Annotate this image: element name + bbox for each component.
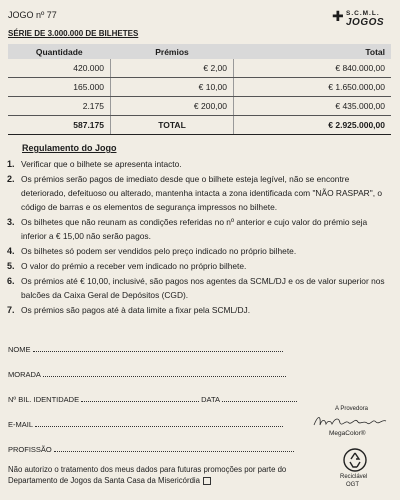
rule-number: 1.	[7, 159, 15, 169]
recycle-icon	[343, 448, 367, 472]
nome-input-line[interactable]	[33, 344, 283, 352]
rule-item	[7, 259, 392, 273]
recyclable-label: Reciclável	[340, 474, 368, 480]
cell-premio: € 10,00	[111, 78, 234, 97]
morada-field[interactable]	[8, 369, 286, 379]
cell-quantidade: 420.000	[8, 59, 111, 78]
scml-logo-icon: ✚	[332, 8, 344, 24]
cell-total: € 435.000,00	[234, 97, 392, 116]
rule-item	[7, 215, 392, 243]
cell-quantidade: 165.000	[8, 78, 111, 97]
morada-input-line[interactable]	[43, 369, 286, 377]
nome-field[interactable]	[8, 344, 283, 354]
table-row	[8, 59, 391, 78]
table-total-row	[8, 116, 391, 135]
col-header-premios: Prémios	[111, 44, 234, 59]
rule-text: O valor do prémio a receber vem indicado no próprio bilhete.	[21, 261, 247, 271]
table-row	[8, 97, 391, 116]
total-label: TOTAL	[111, 116, 234, 135]
consent-label: Não autorizo o tratamento dos meus dados para futuras promoções por parte do Departamento de Jogos da Santa Casa da Misericórdia	[8, 465, 287, 485]
rule-number: 7.	[7, 305, 15, 315]
rule-text: Verificar que o bilhete se apresenta intacto.	[21, 159, 182, 169]
rule-text: Os prémios são pagos até à data limite a fixar pela SCML/DJ.	[21, 305, 251, 315]
rule-text: Os bilhetes só podem ser vendidos pelo preço indicado no próprio bilhete.	[21, 246, 297, 256]
rule-item	[7, 244, 392, 258]
cell-premio: € 2,00	[111, 59, 234, 78]
bi-label: Nº BIL. IDENTIDADE	[8, 395, 80, 404]
morada-label: MORADA	[8, 370, 41, 379]
data-label: DATA	[201, 395, 220, 404]
consent-checkbox[interactable]	[203, 477, 211, 485]
email-label: E-MAIL	[8, 420, 34, 429]
rule-number: 6.	[7, 276, 15, 286]
provider-label: A Provedora	[335, 406, 369, 412]
cell-total: € 840.000,00	[234, 59, 392, 78]
code-label: OGT	[346, 482, 359, 488]
rule-number: 4.	[7, 246, 15, 256]
rule-item	[7, 274, 392, 302]
email-field[interactable]	[8, 419, 283, 429]
rule-text: Os prémios até € 10,00, inclusivé, são pagos nos agentes da SCML/DJ e os de valor superior nos balcões da Caixa Geral de Depósitos (CGD).	[21, 276, 385, 300]
prize-table	[8, 44, 391, 135]
provider-signature	[312, 413, 390, 431]
scml-jogos-logo	[332, 6, 392, 34]
rule-item	[7, 303, 392, 317]
cell-total: € 1.650.000,00	[234, 78, 392, 97]
bi-field[interactable]	[8, 394, 297, 404]
col-header-total: Total	[234, 44, 392, 59]
nome-label: NOME	[8, 345, 31, 354]
email-input-line[interactable]	[35, 419, 283, 427]
data-input-line[interactable]	[222, 394, 297, 402]
cell-premio: € 200,00	[111, 97, 234, 116]
total-amount: € 2.925.000,00	[234, 116, 392, 135]
profissao-field[interactable]	[8, 444, 294, 454]
regulation-rules	[7, 157, 392, 318]
logo-bottom-text: JOGOS	[346, 17, 385, 28]
table-header-row	[8, 44, 391, 59]
profissao-input-line[interactable]	[54, 444, 294, 452]
col-header-quantidade: Quantidade	[8, 44, 111, 59]
game-label: JOGO nº 77	[8, 10, 57, 20]
table-row	[8, 78, 391, 97]
consent-text	[8, 464, 328, 486]
rule-number: 2.	[7, 174, 15, 184]
total-quantidade: 587.175	[8, 116, 111, 135]
series-label: SÉRIE DE 3.000.000 DE BILHETES	[8, 29, 139, 38]
profissao-label: PROFISSÃO	[8, 445, 52, 454]
rule-number: 5.	[7, 261, 15, 271]
rule-text: Os prémios serão pagos de imediato desde que o bilhete esteja legível, não se encontre deteriorado, defeituoso ou alterado, mantenha intacta a zona identificada com "NÃO RASPAR", o código de barras e os elementos de segurança impressos no bilhete.	[21, 174, 383, 212]
rule-item	[7, 172, 392, 214]
cell-quantidade: 2.175	[8, 97, 111, 116]
rule-number: 3.	[7, 217, 15, 227]
bi-input-line[interactable]	[81, 394, 199, 402]
rule-item	[7, 157, 392, 171]
printer-label: MegaColor®	[329, 430, 366, 437]
rule-text: Os bilhetes que não reunam as condições referidas no nº anterior e cujo valor do prémio seja inferior a € 15,00 não serão pagos.	[21, 217, 368, 241]
regulation-title: Regulamento do Jogo	[22, 143, 117, 153]
logo-top-text: S.C.M.L.	[346, 10, 380, 17]
